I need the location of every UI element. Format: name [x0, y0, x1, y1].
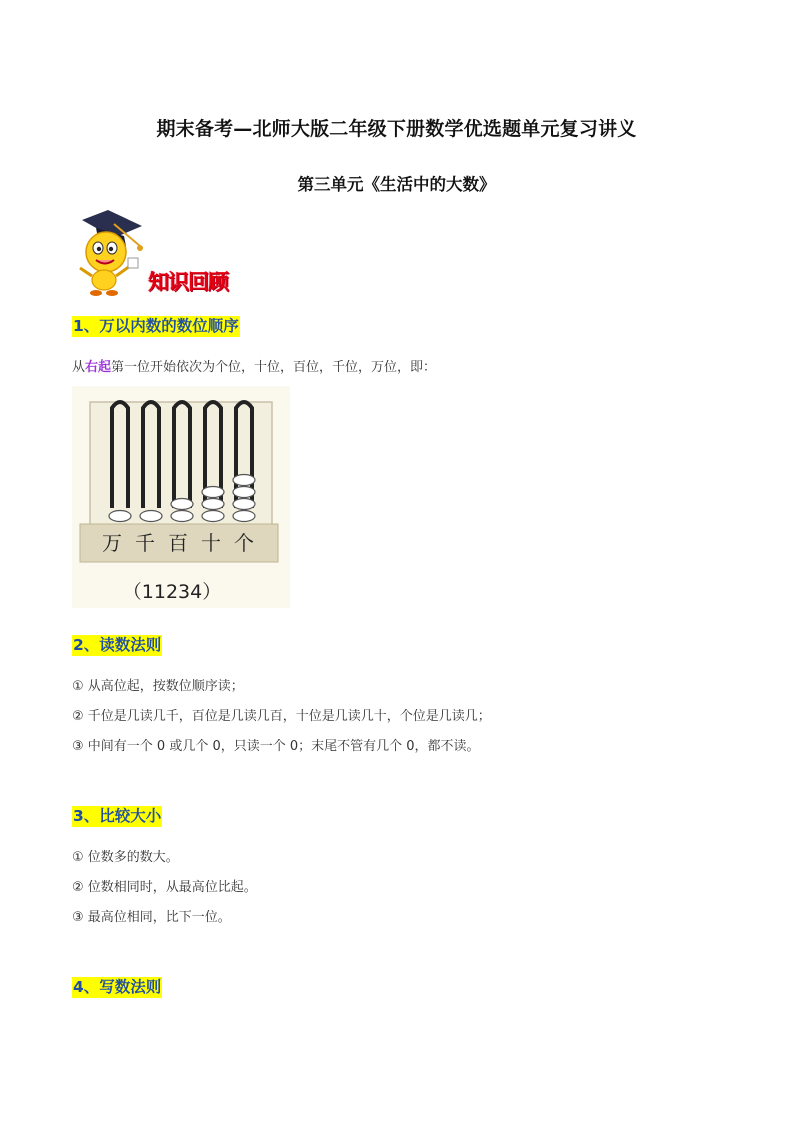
section-4-heading: 4、写数法则: [73, 978, 162, 996]
abacus-bead: [233, 499, 255, 510]
abacus-bead: [140, 511, 162, 522]
abacus-bead: [171, 511, 193, 522]
abacus-bead: [202, 511, 224, 522]
section-2-heading: 2、读数法则: [73, 636, 162, 654]
compare-rule-3: ③ 最高位相同，比下一位。: [72, 910, 231, 925]
section-3-heading: 3、比较大小: [73, 807, 162, 825]
intro-prefix: 从: [72, 360, 86, 375]
abacus-bead: [233, 475, 255, 486]
abacus-bead: [233, 487, 255, 498]
section-1-intro: [72, 359, 436, 377]
intro-highlight: 右起: [85, 360, 112, 375]
intro-suffix: 第一位开始依次为个位，十位，百位，千位，万位，即：: [111, 360, 437, 375]
unit-subtitle: 第三单元《生活中的大数》: [297, 175, 496, 194]
place-label-bai: 百: [168, 531, 188, 555]
knowledge-review-label: 知识回顾: [148, 270, 228, 294]
section-1-heading: 1、万以内数的数位顺序: [73, 317, 239, 335]
place-label-ge: 个: [234, 531, 254, 555]
place-label-shi: 十: [201, 531, 221, 555]
abacus-caption: （11234）: [122, 581, 222, 603]
place-label-qian: 千: [135, 531, 155, 555]
abacus-bead: [202, 499, 224, 510]
reading-rule-1: ① 从高位起，按数位顺序读；: [72, 679, 244, 694]
reading-rule-3: ③ 中间有一个 0 或几个 0，只读一个 0；末尾不管有几个 0，都不读。: [72, 739, 480, 754]
abacus-bead: [202, 487, 224, 498]
compare-rule-2: ② 位数相同时，从最高位比起。: [72, 880, 257, 895]
place-label-wan: 万: [102, 531, 122, 555]
abacus-bead: [109, 511, 131, 522]
reading-rule-2: ② 千位是几读几千，百位是几读几百，十位是几读几十，个位是几读几；: [72, 709, 491, 724]
abacus-bead: [233, 511, 255, 522]
abacus-bead: [171, 499, 193, 510]
compare-rule-1: ① 位数多的数大。: [72, 850, 179, 865]
abacus-illustration: [72, 386, 290, 608]
document-title: 期末备考—北师大版二年级下册数学优选题单元复习讲义: [156, 118, 637, 140]
